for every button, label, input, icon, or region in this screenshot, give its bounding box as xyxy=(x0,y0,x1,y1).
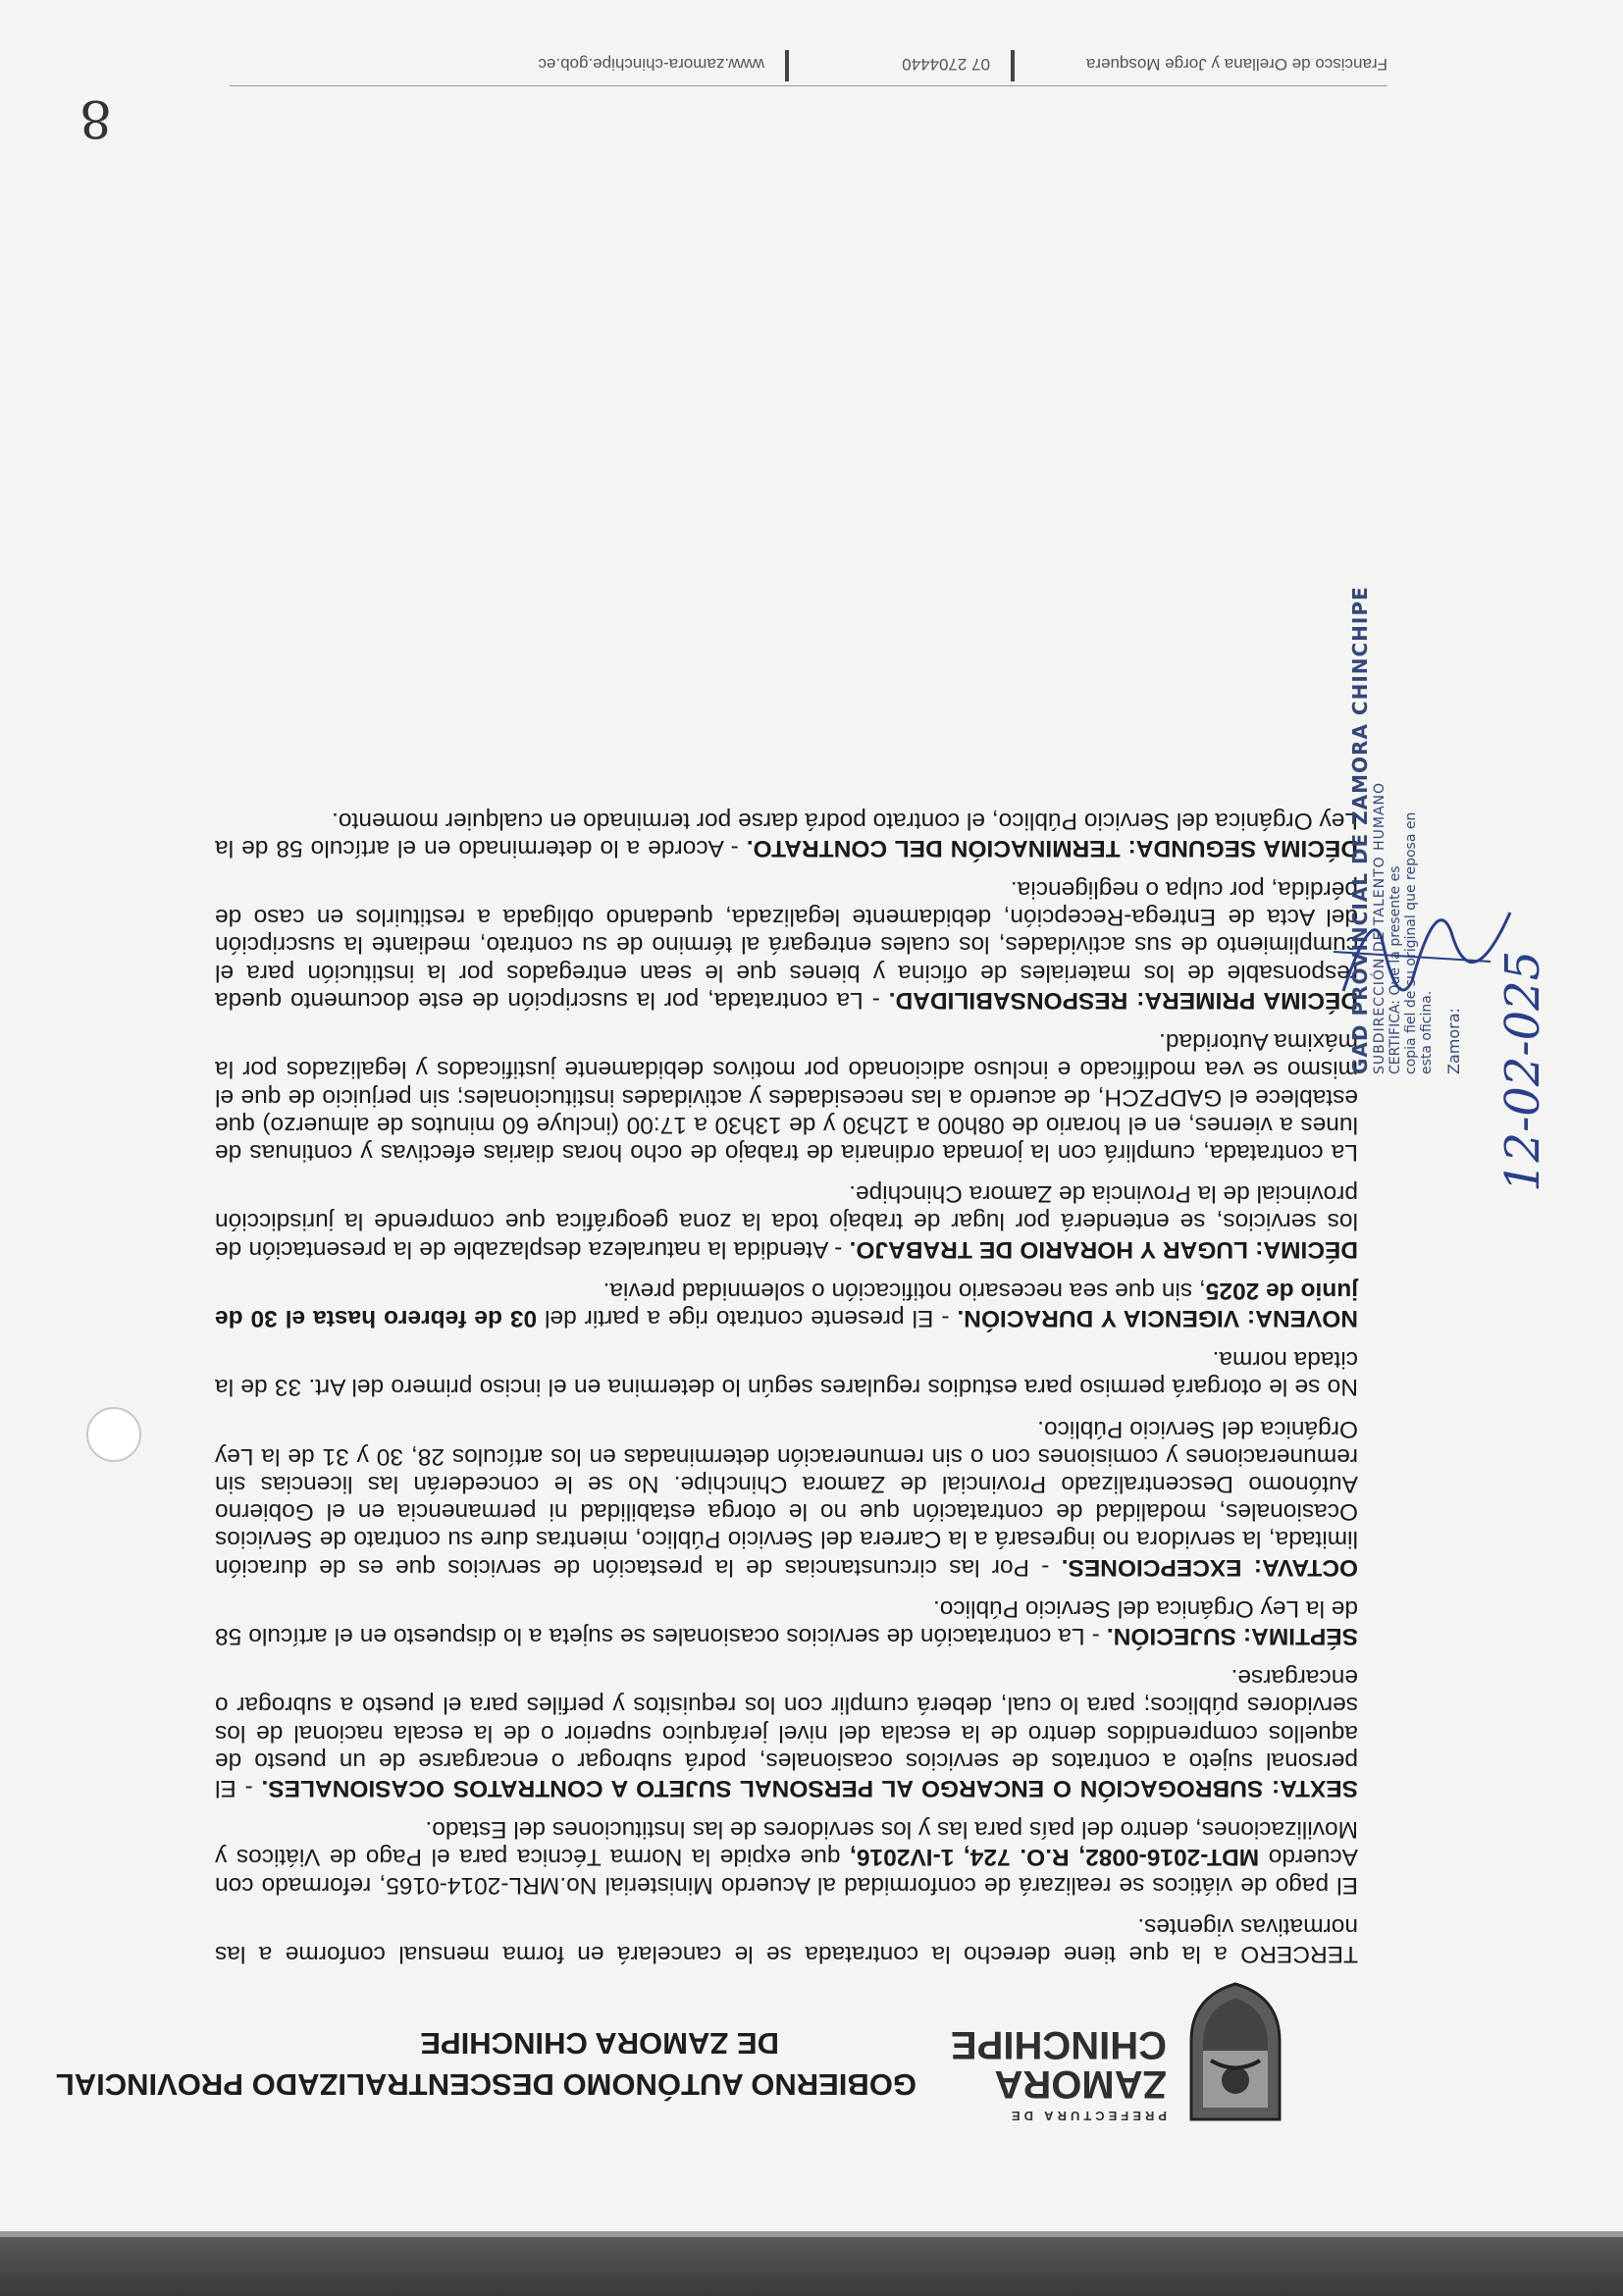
paragraph-jornada xyxy=(215,1027,1358,1166)
text: La contratada, cumplirá con la jornada ordinaria de trabajo de ocho horas diarias efectivas y continuas de lunes a viernes, en el horario de 08h00 a 12h30 y de 13h30 a 17:00 (incluye 60 minutos de almuerzo) que establece el GADPZCH, de acuerdo a las necesidades y actividades institucionales; sin perjuicio de que el mismo se vea modificado e incluso adicionado por motivos debidamente justificados y legalizados por la máxima Autoridad. xyxy=(215,1028,1358,1166)
clause-title: DÉCIMA: LUGAR Y HORARIO DE TRABAJO. xyxy=(849,1235,1358,1263)
footer-address: Francisco de Orellana y Jorge Mosquera xyxy=(1085,55,1387,74)
clause-title: SEXTA: SUBROGACIÓN O ENCARGO AL PERSONAL SUJETO A CONTRATOS OCASIONALES. xyxy=(261,1774,1358,1801)
clause-text: - Acorde a lo determinado en el artículo 58 de la Ley Orgánica del Servicio Público, el contrato podrá darse por terminado en cualquier momento. xyxy=(214,807,1358,861)
stamp-title: GAD PROVINCIAL DE ZAMORA CHINCHIPE xyxy=(1348,586,1372,1074)
government-subtitle: DE ZAMORA CHINCHIPE xyxy=(420,2026,779,2061)
government-title: GOBIERNO AUTÓNOMO DESCENTRALIZADO PROVINCIAL xyxy=(55,2067,916,2102)
clause-title: DÉCIMA SEGUNDA: TERMINACIÓN DEL CONTRATO. xyxy=(746,834,1358,861)
stamp-copy-note: copia fiel de su original que reposa en xyxy=(1403,811,1419,1074)
punch-hole xyxy=(86,1407,141,1462)
clause-novena xyxy=(215,1277,1358,1331)
clause-decima xyxy=(215,1179,1358,1263)
paragraph-viaticos xyxy=(215,1815,1358,1899)
footer-website: www.zamora-chinchipe.gob.ec xyxy=(538,55,764,74)
prefecture-name: ZAMORA xyxy=(994,2062,1167,2106)
clause-title: OCTAVA: EXCEPCIONES. xyxy=(1061,1553,1358,1581)
clause-decima-primera xyxy=(215,875,1358,1014)
handwritten-date: 12-02-025 xyxy=(1495,950,1550,1192)
letterhead xyxy=(55,1992,1329,2129)
prefecture-label: PREFECTURA DE xyxy=(1007,2109,1167,2123)
text: No se le otorgará permiso para estudios regulares según lo determina en el inciso primero del Art. 33 de la citada norma. xyxy=(215,1346,1358,1401)
clause-septima xyxy=(215,1594,1358,1649)
clause-text: - Atendida la naturaleza desplazable de la presentación de los servicios, se entenderá por lugar de trabajo toda la zona geográfica que comprende la jurisdicción provincial de la Provincia de Zamora Chinchipe. xyxy=(214,1180,1358,1263)
stamp-certifies: CERTIFICA: Que la presente es xyxy=(1387,865,1403,1074)
clause-text: - La contratación de servicios ocasionales se sujeta a lo dispuesto en el artículo 58 de la Ley Orgánica del Servicio Público. xyxy=(215,1594,1358,1649)
paragraph-permiso xyxy=(215,1345,1358,1400)
clause-text: - El personal sujeto a contratos de servicios ocasionales, podrá subrogar o encargarse de un puesto de aquellos comprendidos dentro de la escala del nivel jerárquico superior o de la escala nacional de los servidores públicos; para lo cual, deberá cumplir con los requisitos y perfiles para el puesto a subrogar o encargarse. xyxy=(215,1664,1358,1801)
signature-icon xyxy=(1314,883,1530,1020)
clause-text: , sin que sea necesario notificación o solemnidad previa. xyxy=(602,1277,1206,1304)
contract-period: 03 de febrero hasta el 30 de junio de 2025 xyxy=(215,1277,1358,1331)
text: El pago de viáticos se realizará de conformidad al Acuerdo Ministerial No.MRL-2014-0165, reformado con Acuerdo xyxy=(215,1844,1358,1899)
header-band-line xyxy=(0,2231,1623,2237)
footer-separator xyxy=(1011,50,1015,81)
clause-text: - El presente contrato rige a partir del xyxy=(537,1304,958,1331)
paragraph-tercero xyxy=(215,1912,1358,1967)
text: TERCERO a la que tiene derecho la contratada se le cancelará en forma mensual conforme a las normativas vigentes. xyxy=(215,1912,1358,1967)
footer xyxy=(230,46,1387,86)
clause-title: SÉPTIMA: SUJECIÓN. xyxy=(1106,1622,1358,1649)
prefecture-name-2: CHINCHIPE xyxy=(950,2023,1167,2066)
clause-text: - Por las circunstancias de la prestación de servicios que es de duración limitada, la servidora no ingresará a la Carrera del Servicio Público, mientras dure su contrato de Servicios Ocasionales, modalidad de contratación que no le otorga estabilidad ni permanencia en el Gobierno Autónomo Descentralizado Provincial de Zamora Chinchipe. No se le concederán las licencias sin remuneraciones y comisiones con o sin remuneración determinadas en los artículos 28, 30 y 31 de la Ley Orgánica del Servicio Público. xyxy=(215,1415,1358,1581)
handwritten-page-number: 8 xyxy=(79,88,112,147)
clause-title: NOVENA: VIGENCIA Y DURACIÓN. xyxy=(957,1304,1358,1331)
header-band xyxy=(0,2237,1623,2296)
footer-separator xyxy=(785,50,789,81)
coat-of-arms-icon xyxy=(1181,1982,1289,2129)
agreement-reference: MDT-2016-0082, R.O. 724, 1-IV2016, xyxy=(850,1844,1260,1871)
stamp-place: Zamora: xyxy=(1444,1008,1463,1074)
clause-octava xyxy=(215,1414,1358,1580)
stamp-office: esta oficina. xyxy=(1419,990,1435,1074)
clause-decima-segunda xyxy=(215,806,1358,861)
footer-phone: 07 2704440 xyxy=(902,55,990,74)
clause-title: DÉCIMA PRIMERA: RESPONSABILIDAD. xyxy=(888,986,1358,1014)
stamp-department: SUBDIRECCIÓN DE TALENTO HUMANO xyxy=(1372,781,1387,1074)
clause-text: - La contratada, por la suscripción de este documento queda responsable de los materiales de oficina y bienes que le sean entregados por la institución para el cumplimiento de sus actividades, los cuales entregará al término de su contrato, mediante la suscripción del Acta de Entrega-Recepción, debidamente legalizada, quedando obligada a restituirlos en caso de pérdida, por culpa o negligencia. xyxy=(215,876,1358,1014)
text: que expide la Norma Técnica para el Pago de Viáticos y Movilizaciones, dentro del país para las y los servidores de las Instituciones del Estado. xyxy=(214,1816,1358,1871)
contract-body xyxy=(215,792,1358,1967)
clause-sexta xyxy=(215,1663,1358,1801)
